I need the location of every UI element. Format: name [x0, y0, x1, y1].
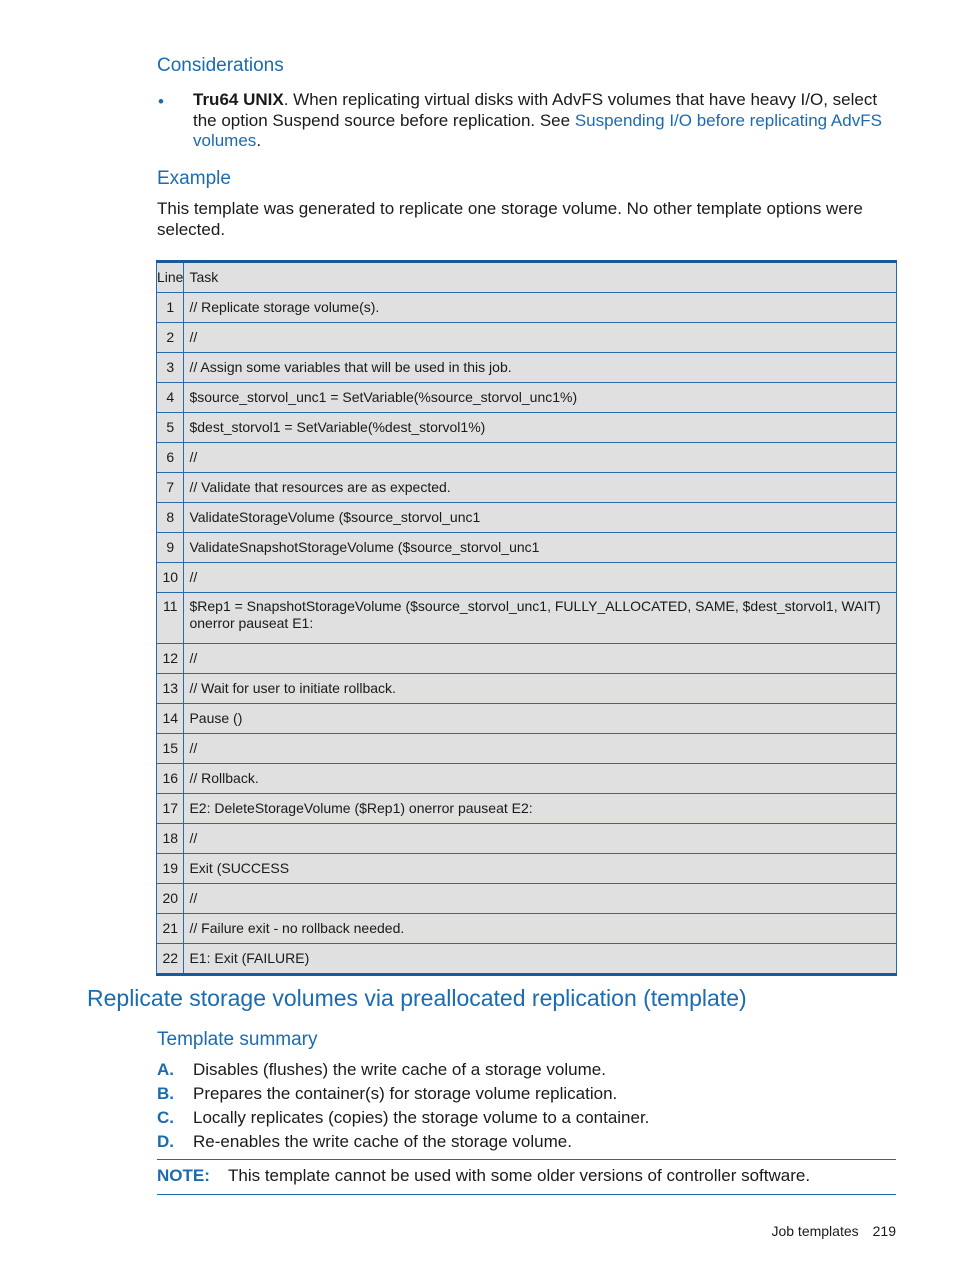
table-row	[157, 413, 897, 443]
row-line-number: 19	[157, 854, 184, 884]
summary-step	[157, 1106, 649, 1130]
table-row	[157, 593, 897, 644]
table-row	[157, 674, 897, 704]
step-text: Locally replicates (copies) the storage volume to a container.	[193, 1108, 650, 1127]
row-task: // Validate that resources are as expected.	[184, 473, 897, 503]
table-header-row	[157, 262, 897, 293]
footer-label: Job templates	[771, 1223, 859, 1239]
example-heading: Example	[157, 168, 231, 189]
step-letter: B.	[157, 1084, 174, 1103]
row-task: ValidateSnapshotStorageVolume ($source_storvol_unc1	[184, 533, 897, 563]
row-line-number: 21	[157, 914, 184, 944]
row-line-number: 13	[157, 674, 184, 704]
row-task: //	[184, 443, 897, 473]
step-text: Re-enables the write cache of the storage volume.	[193, 1132, 572, 1151]
row-task: $source_storvol_unc1 = SetVariable(%source_storvol_unc1%)	[184, 383, 897, 413]
row-line-number: 20	[157, 884, 184, 914]
note	[157, 1166, 810, 1186]
row-task: Exit (SUCCESS	[184, 854, 897, 884]
row-line-number: 5	[157, 413, 184, 443]
table-row	[157, 794, 897, 824]
example-intro: This template was generated to replicate one storage volume. No other template options were selected.	[157, 199, 863, 239]
row-line-number: 15	[157, 734, 184, 764]
row-task: // Assign some variables that will be used in this job.	[184, 353, 897, 383]
bullet-bold: Tru64 UNIX	[193, 90, 284, 109]
row-task: // Rollback.	[184, 764, 897, 794]
step-letter: A.	[157, 1060, 174, 1079]
bullet-icon: •	[158, 92, 164, 111]
row-line-number: 7	[157, 473, 184, 503]
table-row	[157, 443, 897, 473]
considerations-heading: Considerations	[157, 55, 284, 76]
note-bottom-rule	[157, 1194, 896, 1195]
note-text: This template cannot be used with some older versions of controller software.	[228, 1166, 811, 1185]
page-number: 219	[872, 1223, 896, 1239]
row-task: //	[184, 824, 897, 854]
header-task: Task	[184, 262, 897, 293]
summary-step	[157, 1058, 649, 1082]
row-task: // Wait for user to initiate rollback.	[184, 674, 897, 704]
table-row	[157, 884, 897, 914]
note-top-rule	[157, 1159, 896, 1160]
page-footer	[771, 1223, 896, 1239]
note-label: NOTE:	[157, 1166, 210, 1185]
job-template-table	[156, 260, 897, 976]
step-letter: C.	[157, 1108, 174, 1127]
row-task: //	[184, 884, 897, 914]
table-row	[157, 473, 897, 503]
row-line-number: 12	[157, 644, 184, 674]
row-line-number: 2	[157, 323, 184, 353]
table-row	[157, 503, 897, 533]
bullet-end: .	[256, 131, 262, 150]
table-row	[157, 824, 897, 854]
row-line-number: 14	[157, 704, 184, 734]
header-line: Line	[157, 262, 184, 293]
summary-steps	[157, 1058, 649, 1154]
table-row	[157, 914, 897, 944]
row-line-number: 10	[157, 563, 184, 593]
table-row	[157, 854, 897, 884]
table-row	[157, 563, 897, 593]
row-line-number: 8	[157, 503, 184, 533]
row-task: $dest_storvol1 = SetVariable(%dest_storvol1%)	[184, 413, 897, 443]
bullet-text: . When replicating virtual disks with AdvFS volumes that have heavy I/O, select the option Suspend source before replication. See	[193, 90, 878, 130]
row-task: E1: Exit (FAILURE)	[184, 944, 897, 975]
step-text: Prepares the container(s) for storage volume replication.	[193, 1084, 618, 1103]
step-letter: D.	[157, 1132, 174, 1151]
table-row	[157, 644, 897, 674]
table-row	[157, 323, 897, 353]
row-task: //	[184, 644, 897, 674]
row-line-number: 18	[157, 824, 184, 854]
row-task: ValidateStorageVolume ($source_storvol_unc1	[184, 503, 897, 533]
row-task: $Rep1 = SnapshotStorageVolume ($source_storvol_unc1, FULLY_ALLOCATED, SAME, $dest_storvol1, WAIT) onerror pauseat E1:	[184, 593, 897, 644]
row-task: //	[184, 323, 897, 353]
row-line-number: 17	[157, 794, 184, 824]
table-row	[157, 383, 897, 413]
row-task: // Failure exit - no rollback needed.	[184, 914, 897, 944]
row-line-number: 16	[157, 764, 184, 794]
step-text: Disables (flushes) the write cache of a storage volume.	[193, 1060, 606, 1079]
table-row	[157, 764, 897, 794]
row-task: //	[184, 734, 897, 764]
row-line-number: 6	[157, 443, 184, 473]
template-summary-heading: Template summary	[157, 1029, 318, 1050]
row-line-number: 22	[157, 944, 184, 975]
suspending-io-link[interactable]: Suspending I/O before replicating AdvFS volumes	[193, 110, 882, 150]
considerations-bullet	[193, 90, 893, 152]
row-line-number: 4	[157, 383, 184, 413]
row-line-number: 9	[157, 533, 184, 563]
table-row	[157, 353, 897, 383]
table-row	[157, 533, 897, 563]
row-line-number: 1	[157, 293, 184, 323]
table-row	[157, 704, 897, 734]
row-task: E2: DeleteStorageVolume ($Rep1) onerror pauseat E2:	[184, 794, 897, 824]
row-line-number: 3	[157, 353, 184, 383]
summary-step	[157, 1130, 649, 1154]
table-row	[157, 293, 897, 323]
table-row	[157, 944, 897, 975]
summary-step	[157, 1082, 649, 1106]
table-row	[157, 734, 897, 764]
section-title: Replicate storage volumes via preallocated replication (template)	[87, 985, 747, 1011]
row-task: // Replicate storage volume(s).	[184, 293, 897, 323]
row-task: //	[184, 563, 897, 593]
row-line-number: 11	[157, 593, 184, 644]
row-task: Pause ()	[184, 704, 897, 734]
